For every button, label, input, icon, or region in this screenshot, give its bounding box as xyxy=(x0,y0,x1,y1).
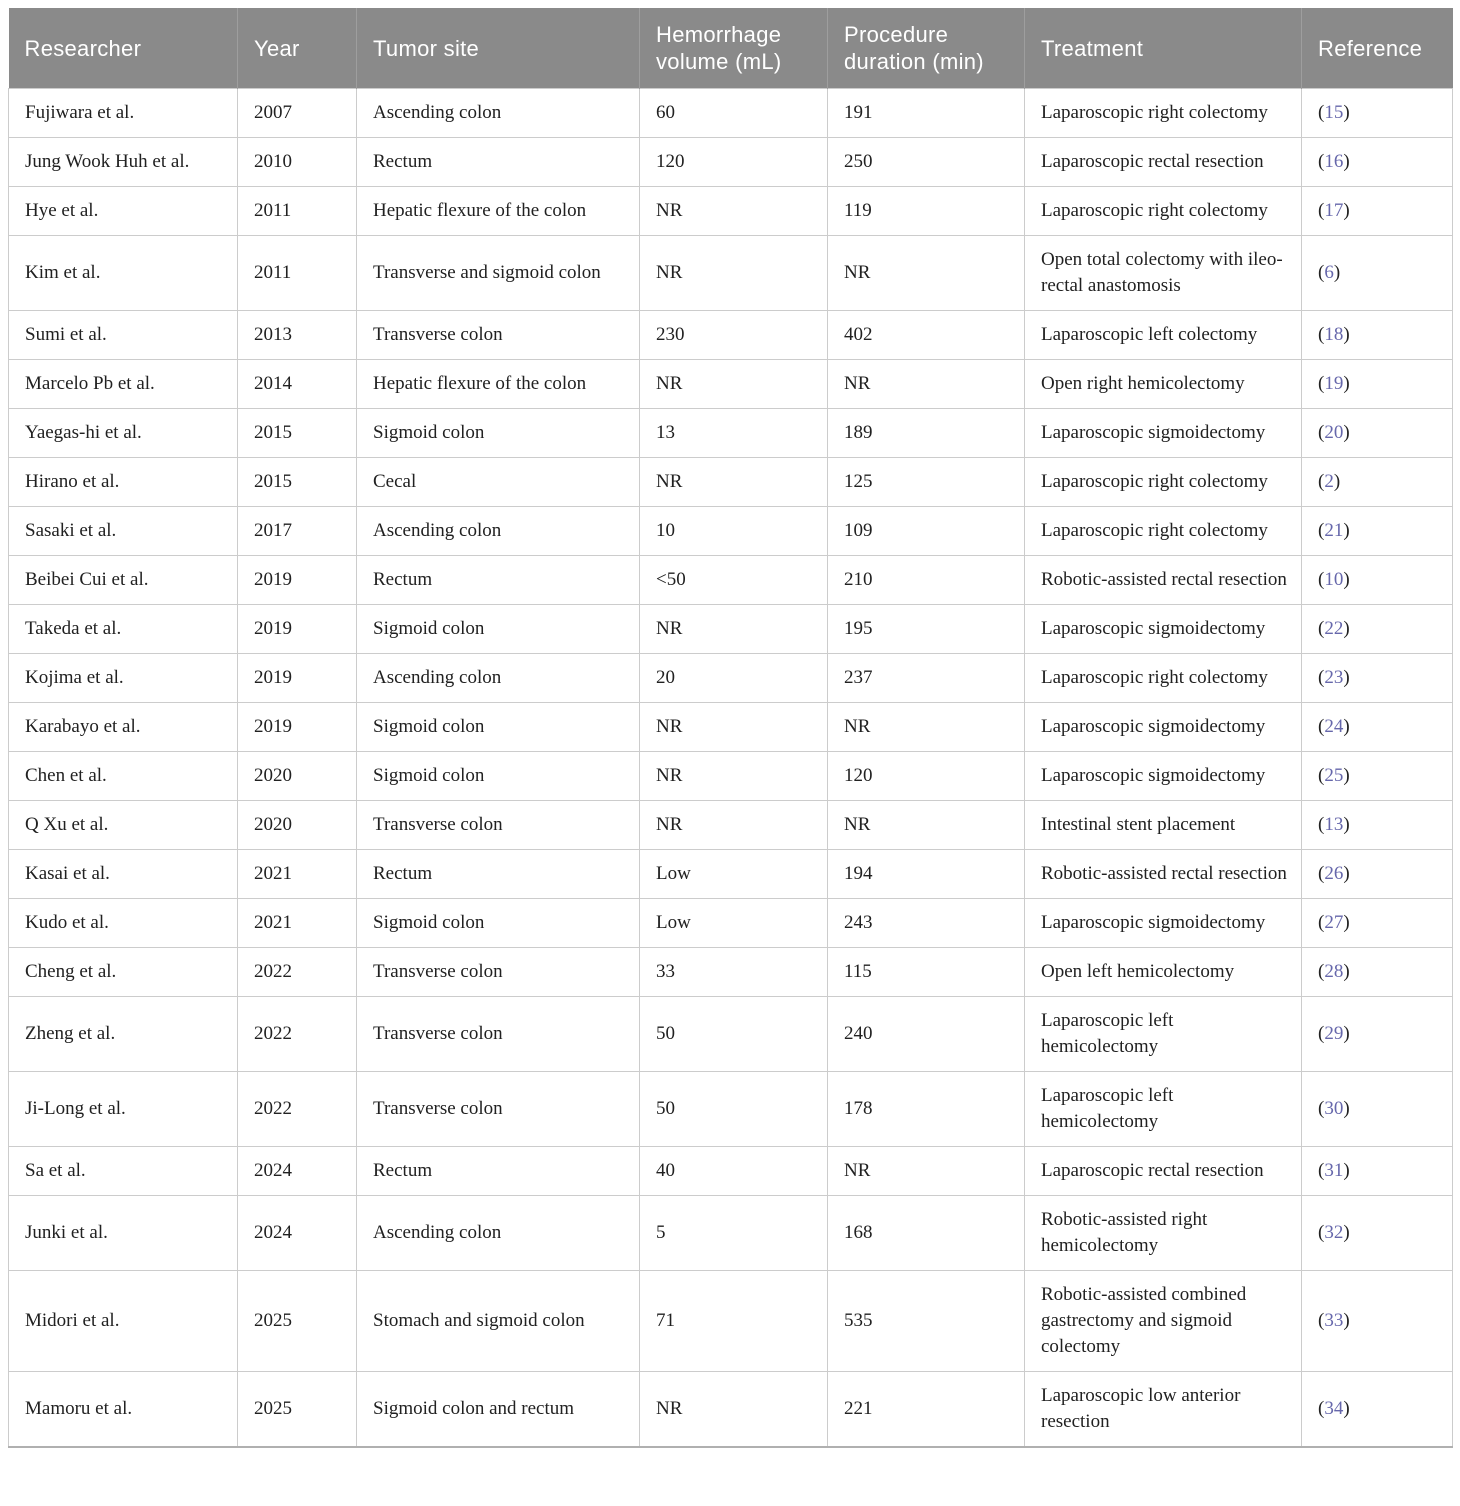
column-header-hemorrhage-volume: Hemorrhage volume (mL) xyxy=(640,8,828,89)
procedure-duration-cell: NR xyxy=(828,236,1025,311)
reference-close-paren: ) xyxy=(1343,1398,1350,1419)
tumor-site-cell: Sigmoid colon xyxy=(357,409,640,458)
reference-open-paren: ( xyxy=(1318,1398,1325,1419)
procedure-duration-cell: 191 xyxy=(828,89,1025,138)
treatment-cell: Laparoscopic right colectomy xyxy=(1025,507,1302,556)
reference-close-paren: ) xyxy=(1343,1222,1350,1243)
reference-open-paren: ( xyxy=(1318,324,1325,345)
reference-open-paren: ( xyxy=(1318,618,1325,639)
reference-cell xyxy=(1302,360,1453,409)
year-cell: 2007 xyxy=(238,89,357,138)
researcher-cell: Takeda et al. xyxy=(9,605,238,654)
table-row xyxy=(9,752,1453,801)
reference-open-paren: ( xyxy=(1318,716,1325,737)
reference-link[interactable]: 15 xyxy=(1324,102,1344,123)
year-cell: 2025 xyxy=(238,1271,357,1372)
reference-open-paren: ( xyxy=(1318,102,1325,123)
tumor-site-cell: Ascending colon xyxy=(357,1196,640,1271)
researcher-cell: Hye et al. xyxy=(9,187,238,236)
reference-link[interactable]: 22 xyxy=(1324,618,1344,639)
tumor-site-cell: Transverse colon xyxy=(357,311,640,360)
year-cell: 2013 xyxy=(238,311,357,360)
reference-link[interactable]: 13 xyxy=(1324,814,1344,835)
procedure-duration-cell: 120 xyxy=(828,752,1025,801)
reference-cell xyxy=(1302,605,1453,654)
reference-link[interactable]: 19 xyxy=(1324,373,1344,394)
tumor-site-cell: Hepatic flexure of the colon xyxy=(357,360,640,409)
reference-cell xyxy=(1302,703,1453,752)
treatment-cell: Laparoscopic right colectomy xyxy=(1025,654,1302,703)
treatment-cell: Laparoscopic sigmoidectomy xyxy=(1025,409,1302,458)
procedure-duration-cell: NR xyxy=(828,360,1025,409)
procedure-duration-cell: 237 xyxy=(828,654,1025,703)
reference-close-paren: ) xyxy=(1343,373,1350,394)
year-cell: 2022 xyxy=(238,1072,357,1147)
reference-cell xyxy=(1302,1271,1453,1372)
researcher-cell: Kojima et al. xyxy=(9,654,238,703)
researcher-cell: Midori et al. xyxy=(9,1271,238,1372)
tumor-site-cell: Sigmoid colon xyxy=(357,703,640,752)
procedure-duration-cell: 210 xyxy=(828,556,1025,605)
researcher-cell: Karabayo et al. xyxy=(9,703,238,752)
hemorrhage-volume-cell: 120 xyxy=(640,138,828,187)
table-row xyxy=(9,311,1453,360)
reference-cell xyxy=(1302,507,1453,556)
researcher-cell: Sumi et al. xyxy=(9,311,238,360)
researcher-cell: Jung Wook Huh et al. xyxy=(9,138,238,187)
reference-close-paren: ) xyxy=(1343,324,1350,345)
researcher-cell: Kasai et al. xyxy=(9,850,238,899)
reference-cell xyxy=(1302,1372,1453,1448)
researcher-cell: Marcelo Pb et al. xyxy=(9,360,238,409)
tumor-site-cell: Stomach and sigmoid colon xyxy=(357,1271,640,1372)
table-row xyxy=(9,948,1453,997)
reference-open-paren: ( xyxy=(1318,262,1325,283)
reference-cell xyxy=(1302,997,1453,1072)
table-row xyxy=(9,605,1453,654)
treatment-cell: Laparoscopic left colectomy xyxy=(1025,311,1302,360)
table-row xyxy=(9,899,1453,948)
reference-open-paren: ( xyxy=(1318,1023,1325,1044)
year-cell: 2017 xyxy=(238,507,357,556)
tumor-site-cell: Rectum xyxy=(357,1147,640,1196)
column-header-tumor-site: Tumor site xyxy=(357,8,640,89)
researcher-cell: Fujiwara et al. xyxy=(9,89,238,138)
procedure-duration-cell: 125 xyxy=(828,458,1025,507)
reference-cell xyxy=(1302,556,1453,605)
reference-link[interactable]: 24 xyxy=(1324,716,1344,737)
table-row xyxy=(9,409,1453,458)
reference-link[interactable]: 10 xyxy=(1324,569,1344,590)
year-cell: 2011 xyxy=(238,187,357,236)
researcher-cell: Beibei Cui et al. xyxy=(9,556,238,605)
treatment-cell: Laparoscopic sigmoidectomy xyxy=(1025,899,1302,948)
researcher-cell: Yaegas-hi et al. xyxy=(9,409,238,458)
hemorrhage-volume-cell: 50 xyxy=(640,997,828,1072)
year-cell: 2021 xyxy=(238,899,357,948)
reference-link[interactable]: 2 xyxy=(1324,471,1334,492)
hemorrhage-volume-cell: NR xyxy=(640,360,828,409)
reference-cell xyxy=(1302,1072,1453,1147)
treatment-cell: Laparoscopic right colectomy xyxy=(1025,89,1302,138)
reference-close-paren: ) xyxy=(1343,422,1350,443)
procedure-duration-cell: 119 xyxy=(828,187,1025,236)
reference-close-paren: ) xyxy=(1343,765,1350,786)
reference-link[interactable]: 34 xyxy=(1324,1398,1344,1419)
reference-open-paren: ( xyxy=(1318,1222,1325,1243)
hemorrhage-volume-cell: NR xyxy=(640,703,828,752)
table-row xyxy=(9,138,1453,187)
table-row xyxy=(9,1372,1453,1448)
researcher-cell: Sa et al. xyxy=(9,1147,238,1196)
researcher-cell: Kudo et al. xyxy=(9,899,238,948)
reference-close-paren: ) xyxy=(1343,618,1350,639)
treatment-cell: Laparoscopic low anterior resection xyxy=(1025,1372,1302,1448)
researcher-cell: Junki et al. xyxy=(9,1196,238,1271)
year-cell: 2019 xyxy=(238,556,357,605)
year-cell: 2010 xyxy=(238,138,357,187)
hemorrhage-volume-cell: NR xyxy=(640,1372,828,1448)
treatment-cell: Laparoscopic sigmoidectomy xyxy=(1025,752,1302,801)
column-header-year: Year xyxy=(238,8,357,89)
treatment-cell: Laparoscopic left hemicolectomy xyxy=(1025,997,1302,1072)
reference-cell xyxy=(1302,138,1453,187)
column-header-reference: Reference xyxy=(1302,8,1453,89)
table-row xyxy=(9,703,1453,752)
tumor-site-cell: Sigmoid colon xyxy=(357,899,640,948)
reference-close-paren: ) xyxy=(1343,1160,1350,1181)
year-cell: 2022 xyxy=(238,997,357,1072)
column-header-researcher: Researcher xyxy=(9,8,238,89)
reference-link[interactable]: 17 xyxy=(1324,200,1344,221)
treatment-cell: Laparoscopic right colectomy xyxy=(1025,187,1302,236)
treatment-cell: Laparoscopic rectal resection xyxy=(1025,138,1302,187)
treatment-cell: Robotic-assisted combined gastrectomy and sigmoid colectomy xyxy=(1025,1271,1302,1372)
table-row xyxy=(9,1072,1453,1147)
reference-open-paren: ( xyxy=(1318,569,1325,590)
hemorrhage-volume-cell: 5 xyxy=(640,1196,828,1271)
treatment-cell: Laparoscopic right colectomy xyxy=(1025,458,1302,507)
reference-open-paren: ( xyxy=(1318,422,1325,443)
treatment-cell: Robotic-assisted rectal resection xyxy=(1025,556,1302,605)
reference-cell xyxy=(1302,236,1453,311)
reference-open-paren: ( xyxy=(1318,151,1325,172)
reference-close-paren: ) xyxy=(1333,471,1341,492)
reference-open-paren: ( xyxy=(1318,520,1325,541)
tumor-site-cell: Hepatic flexure of the colon xyxy=(357,187,640,236)
year-cell: 2021 xyxy=(238,850,357,899)
reference-cell xyxy=(1302,89,1453,138)
year-cell: 2019 xyxy=(238,605,357,654)
researcher-cell: Mamoru et al. xyxy=(9,1372,238,1448)
table-row xyxy=(9,1271,1453,1372)
procedure-duration-cell: NR xyxy=(828,801,1025,850)
reference-link[interactable]: 32 xyxy=(1324,1222,1344,1243)
hemorrhage-volume-cell: 33 xyxy=(640,948,828,997)
reference-open-paren: ( xyxy=(1318,1160,1325,1181)
reference-link[interactable]: 30 xyxy=(1324,1098,1344,1119)
treatment-cell: Open total colectomy with ileo-rectal anastomosis xyxy=(1025,236,1302,311)
hemorrhage-volume-cell: 71 xyxy=(640,1271,828,1372)
reference-cell xyxy=(1302,1147,1453,1196)
reference-open-paren: ( xyxy=(1318,471,1325,492)
procedure-duration-cell: 221 xyxy=(828,1372,1025,1448)
year-cell: 2015 xyxy=(238,458,357,507)
table-row xyxy=(9,556,1453,605)
year-cell: 2019 xyxy=(238,654,357,703)
reference-open-paren: ( xyxy=(1318,1098,1325,1119)
reference-link[interactable]: 6 xyxy=(1324,262,1334,283)
tumor-site-cell: Rectum xyxy=(357,138,640,187)
reference-close-paren: ) xyxy=(1343,716,1350,737)
researcher-cell: Sasaki et al. xyxy=(9,507,238,556)
treatment-cell: Laparoscopic left hemicolectomy xyxy=(1025,1072,1302,1147)
reference-cell xyxy=(1302,801,1453,850)
reference-close-paren: ) xyxy=(1343,200,1350,221)
hemorrhage-volume-cell: 40 xyxy=(640,1147,828,1196)
tumor-site-cell: Transverse colon xyxy=(357,997,640,1072)
reference-close-paren: ) xyxy=(1343,863,1350,884)
year-cell: 2024 xyxy=(238,1147,357,1196)
reference-link[interactable]: 23 xyxy=(1324,667,1344,688)
procedure-duration-cell: NR xyxy=(828,1147,1025,1196)
table-body xyxy=(9,89,1453,1448)
tumor-site-cell: Transverse colon xyxy=(357,801,640,850)
reference-cell xyxy=(1302,409,1453,458)
hemorrhage-volume-cell: 230 xyxy=(640,311,828,360)
reference-cell xyxy=(1302,458,1453,507)
procedure-duration-cell: 115 xyxy=(828,948,1025,997)
hemorrhage-volume-cell: 13 xyxy=(640,409,828,458)
procedure-duration-cell: 402 xyxy=(828,311,1025,360)
reference-cell xyxy=(1302,850,1453,899)
table-row xyxy=(9,850,1453,899)
reference-link[interactable]: 21 xyxy=(1324,520,1344,541)
researcher-cell: Chen et al. xyxy=(9,752,238,801)
reference-open-paren: ( xyxy=(1318,667,1325,688)
hemorrhage-volume-cell: NR xyxy=(640,752,828,801)
reference-open-paren: ( xyxy=(1318,1310,1325,1331)
year-cell: 2015 xyxy=(238,409,357,458)
reference-cell xyxy=(1302,1196,1453,1271)
reference-link[interactable]: 31 xyxy=(1324,1160,1344,1181)
reference-close-paren: ) xyxy=(1343,569,1350,590)
tumor-site-cell: Cecal xyxy=(357,458,640,507)
reference-close-paren: ) xyxy=(1343,667,1350,688)
hemorrhage-volume-cell: Low xyxy=(640,850,828,899)
reference-cell xyxy=(1302,948,1453,997)
tumor-site-cell: Sigmoid colon and rectum xyxy=(357,1372,640,1448)
header-row xyxy=(9,8,1453,89)
hemorrhage-volume-cell: Low xyxy=(640,899,828,948)
table-row xyxy=(9,997,1453,1072)
reference-close-paren: ) xyxy=(1343,1023,1350,1044)
treatment-cell: Robotic-assisted right hemicolectomy xyxy=(1025,1196,1302,1271)
hemorrhage-volume-cell: NR xyxy=(640,801,828,850)
table-row xyxy=(9,89,1453,138)
table-row xyxy=(9,1196,1453,1271)
reference-link[interactable]: 18 xyxy=(1324,324,1344,345)
treatment-cell: Laparoscopic sigmoidectomy xyxy=(1025,605,1302,654)
treatment-cell: Laparoscopic rectal resection xyxy=(1025,1147,1302,1196)
reference-open-paren: ( xyxy=(1318,912,1325,933)
reference-cell xyxy=(1302,899,1453,948)
reference-close-paren: ) xyxy=(1343,814,1350,835)
reference-cell xyxy=(1302,654,1453,703)
researcher-cell: Cheng et al. xyxy=(9,948,238,997)
column-header-treatment: Treatment xyxy=(1025,8,1302,89)
hemorrhage-volume-cell: 50 xyxy=(640,1072,828,1147)
reference-close-paren: ) xyxy=(1343,1310,1350,1331)
researcher-cell: Kim et al. xyxy=(9,236,238,311)
tumor-site-cell: Ascending colon xyxy=(357,654,640,703)
studies-table xyxy=(8,8,1453,1448)
year-cell: 2024 xyxy=(238,1196,357,1271)
reference-close-paren: ) xyxy=(1333,262,1341,283)
table-row xyxy=(9,236,1453,311)
procedure-duration-cell: 250 xyxy=(828,138,1025,187)
hemorrhage-volume-cell: <50 xyxy=(640,556,828,605)
reference-close-paren: ) xyxy=(1343,520,1350,541)
procedure-duration-cell: 178 xyxy=(828,1072,1025,1147)
tumor-site-cell: Sigmoid colon xyxy=(357,752,640,801)
treatment-cell: Laparoscopic sigmoidectomy xyxy=(1025,703,1302,752)
table-row xyxy=(9,1147,1453,1196)
column-header-procedure-duration: Procedure duration (min) xyxy=(828,8,1025,89)
tumor-site-cell: Sigmoid colon xyxy=(357,605,640,654)
reference-open-paren: ( xyxy=(1318,814,1325,835)
researcher-cell: Q Xu et al. xyxy=(9,801,238,850)
hemorrhage-volume-cell: NR xyxy=(640,187,828,236)
tumor-site-cell: Ascending colon xyxy=(357,89,640,138)
table-row xyxy=(9,654,1453,703)
reference-cell xyxy=(1302,311,1453,360)
year-cell: 2014 xyxy=(238,360,357,409)
year-cell: 2020 xyxy=(238,752,357,801)
reference-link[interactable]: 27 xyxy=(1324,912,1344,933)
reference-close-paren: ) xyxy=(1343,961,1350,982)
researcher-cell: Hirano et al. xyxy=(9,458,238,507)
year-cell: 2022 xyxy=(238,948,357,997)
procedure-duration-cell: 240 xyxy=(828,997,1025,1072)
tumor-site-cell: Rectum xyxy=(357,850,640,899)
treatment-cell: Open left hemicolectomy xyxy=(1025,948,1302,997)
treatment-cell: Open right hemicolectomy xyxy=(1025,360,1302,409)
tumor-site-cell: Rectum xyxy=(357,556,640,605)
reference-link[interactable]: 25 xyxy=(1324,765,1344,786)
tumor-site-cell: Ascending colon xyxy=(357,507,640,556)
procedure-duration-cell: 535 xyxy=(828,1271,1025,1372)
hemorrhage-volume-cell: 10 xyxy=(640,507,828,556)
procedure-duration-cell: 243 xyxy=(828,899,1025,948)
reference-close-paren: ) xyxy=(1343,1098,1350,1119)
procedure-duration-cell: NR xyxy=(828,703,1025,752)
table-row xyxy=(9,187,1453,236)
table-row xyxy=(9,458,1453,507)
tumor-site-cell: Transverse and sigmoid colon xyxy=(357,236,640,311)
reference-close-paren: ) xyxy=(1343,912,1350,933)
reference-link[interactable]: 20 xyxy=(1324,422,1344,443)
procedure-duration-cell: 168 xyxy=(828,1196,1025,1271)
reference-close-paren: ) xyxy=(1343,102,1350,123)
reference-open-paren: ( xyxy=(1318,200,1325,221)
researcher-cell: Ji-Long et al. xyxy=(9,1072,238,1147)
reference-cell xyxy=(1302,187,1453,236)
year-cell: 2011 xyxy=(238,236,357,311)
hemorrhage-volume-cell: NR xyxy=(640,458,828,507)
year-cell: 2025 xyxy=(238,1372,357,1448)
reference-link[interactable]: 28 xyxy=(1324,961,1344,982)
hemorrhage-volume-cell: 20 xyxy=(640,654,828,703)
reference-link[interactable]: 29 xyxy=(1324,1023,1344,1044)
reference-close-paren: ) xyxy=(1343,151,1350,172)
reference-open-paren: ( xyxy=(1318,961,1325,982)
reference-link[interactable]: 33 xyxy=(1324,1310,1344,1331)
hemorrhage-volume-cell: NR xyxy=(640,236,828,311)
tumor-site-cell: Transverse colon xyxy=(357,1072,640,1147)
reference-open-paren: ( xyxy=(1318,373,1325,394)
procedure-duration-cell: 194 xyxy=(828,850,1025,899)
reference-open-paren: ( xyxy=(1318,863,1325,884)
hemorrhage-volume-cell: 60 xyxy=(640,89,828,138)
year-cell: 2019 xyxy=(238,703,357,752)
reference-link[interactable]: 26 xyxy=(1324,863,1344,884)
table-row xyxy=(9,507,1453,556)
reference-link[interactable]: 16 xyxy=(1324,151,1344,172)
reference-open-paren: ( xyxy=(1318,765,1325,786)
table-row xyxy=(9,801,1453,850)
table-row xyxy=(9,360,1453,409)
tumor-site-cell: Transverse colon xyxy=(357,948,640,997)
hemorrhage-volume-cell: NR xyxy=(640,605,828,654)
reference-cell xyxy=(1302,752,1453,801)
procedure-duration-cell: 189 xyxy=(828,409,1025,458)
year-cell: 2020 xyxy=(238,801,357,850)
treatment-cell: Intestinal stent placement xyxy=(1025,801,1302,850)
procedure-duration-cell: 109 xyxy=(828,507,1025,556)
treatment-cell: Robotic-assisted rectal resection xyxy=(1025,850,1302,899)
researcher-cell: Zheng et al. xyxy=(9,997,238,1072)
procedure-duration-cell: 195 xyxy=(828,605,1025,654)
